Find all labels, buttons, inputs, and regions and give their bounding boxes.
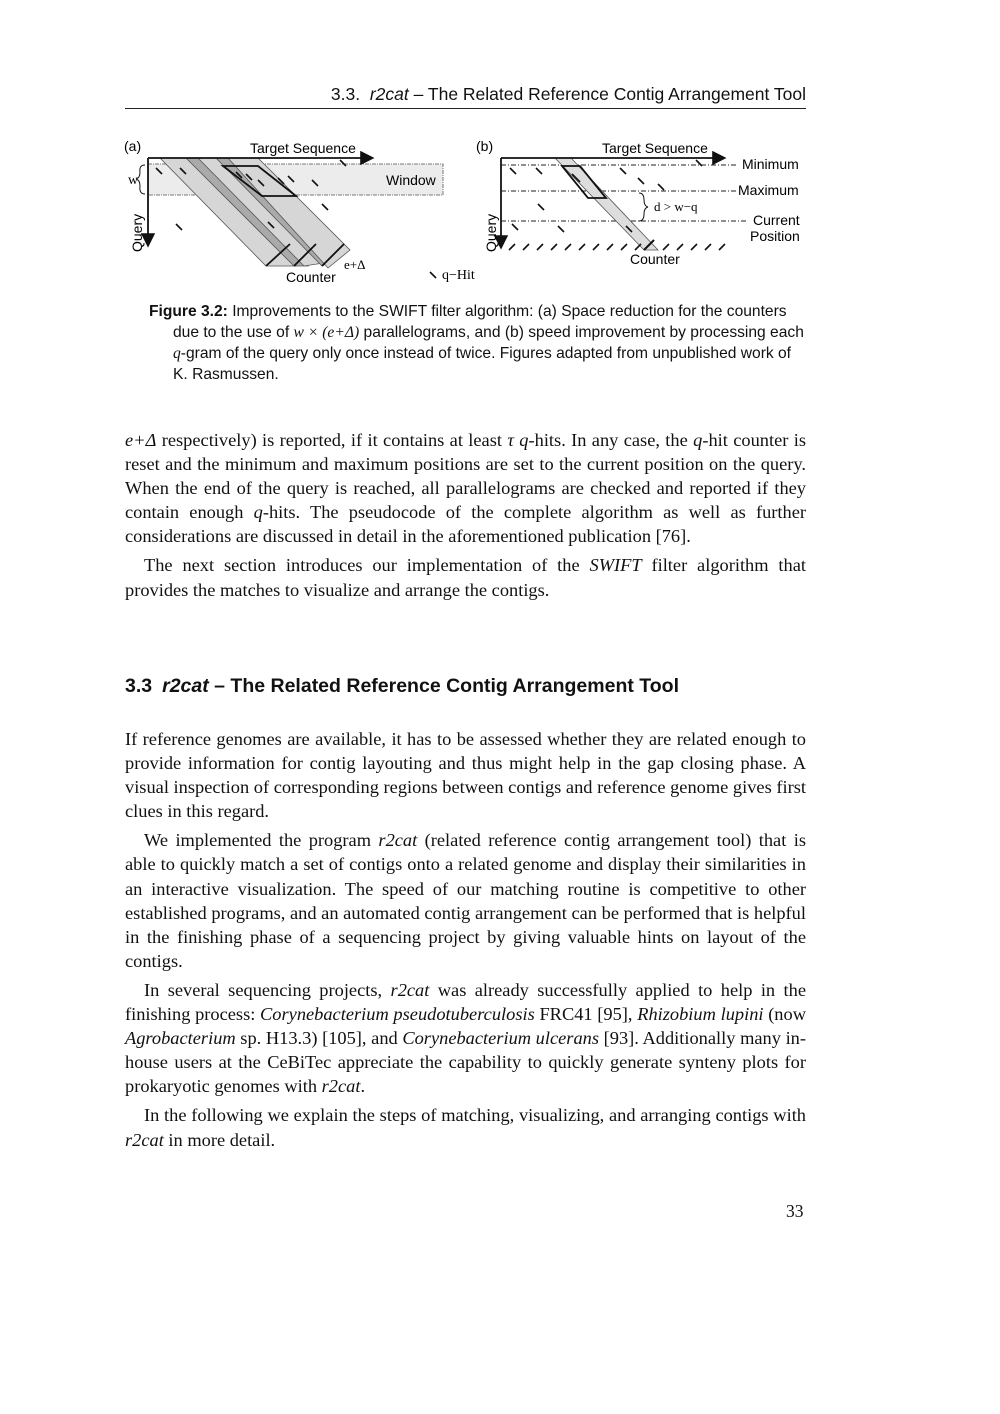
caption-math: w × (e+Δ) [293,324,360,341]
paragraph: We implemented the program r2cat (related reference contig arrangement tool) that is able to quickly match a set of contigs onto a related genome and display their similarities in an interactive visualization. The speed of our matching routine is competitive to other established programs, and an automated contig arrangement can be performed that is helpful in the finishing phase of a sequencing project by giving valuable hints on layout of the contigs. [125,830,806,971]
caption-label: Figure 3.2: [149,303,228,320]
counter-label-b: Counter [630,251,680,267]
running-head-title: – The Related Reference Contig Arrangement Tool [413,84,806,104]
position-label: Position [750,228,800,244]
panel-a [124,138,475,285]
qhit-label: q−Hit [442,268,475,283]
counter-label-a: Counter [286,269,336,285]
running-head-number: 3.3. [330,84,361,104]
body-text-lower [125,727,806,1152]
current-label: Current [753,212,800,228]
page-number: 33 [786,1201,804,1221]
caption-text: parallelograms, and (b) speed improvement by processing each [359,324,804,341]
figure-3-2 [118,132,818,292]
caption-math: q [173,345,181,362]
paragraph: e+Δ respectively) is reported, if it contains at least τ q-hits. In any case, the q-hit counter is reset and the minimum and maximum positions are set to the current position on the query. When the end of the query is reached, all parallelograms are checked and reported if they contain enough q-hits. The pseudocode of the complete algorithm as well as further considerations are discussed in detail in the aforementioned publication [76]. [125,430,806,547]
w-label: w [128,173,139,188]
figure-caption [149,301,809,385]
paragraph: If reference genomes are available, it has to be assessed whether they are related enough to provide information for contig layouting and thus might help in the gap closing phase. A visual inspection of corresponding regions between contigs and reference genome gives first clues in this regard. [125,729,806,822]
section-tool: r2cat [162,675,209,697]
panel-a-x-axis-label: Target Sequence [250,140,356,156]
maximum-label: Maximum [738,182,799,198]
section-title: – The Related Reference Contig Arrangement Tool [208,675,679,697]
paragraph: In the following we explain the steps of matching, visualizing, and arranging contigs with r2cat in more detail. [125,1105,806,1150]
caption-text: Improvements to the SWIFT filter algorithm: (a) Space reduction for the counters due to the use of [173,303,787,341]
panel-b-x-axis-label: Target Sequence [602,140,708,156]
window-label: Window [386,172,436,188]
section-heading [125,675,679,698]
panel-a-label: (a) [124,138,142,154]
panel-b [476,138,800,267]
running-head-tool: r2cat [369,84,409,104]
panel-a-y-axis-label: Query [129,213,145,252]
body-text-upper [125,428,806,602]
paragraph: The next section introduces our implementation of the SWIFT filter algorithm that provides the matches to visualize and arrange the contigs. [125,555,806,600]
running-head [125,84,806,109]
e-delta-label: e+Δ [344,257,366,272]
d-label: d > w−q [654,199,698,214]
paragraph: In several sequencing projects, r2cat was already successfully applied to help in the finishing process: Corynebacterium pseudotuberculosis FRC41 [95], Rhizobium lupini (now Agrobacterium sp. H13.3) [105], and Corynebacterium ulcerans [93]. Additionally many in-house users at the CeBiTec appreciate the capability to quickly generate synteny plots for prokaryotic genomes with r2cat. [125,979,807,1097]
section-number: 3.3 [125,675,153,697]
panel-b-y-axis-label: Query [483,213,499,252]
caption-text: -gram of the query only once instead of twice. Figures adapted from unpublished work of K. Rasmussen. [173,345,792,383]
panel-b-label: (b) [476,138,494,154]
minimum-label: Minimum [742,156,799,172]
